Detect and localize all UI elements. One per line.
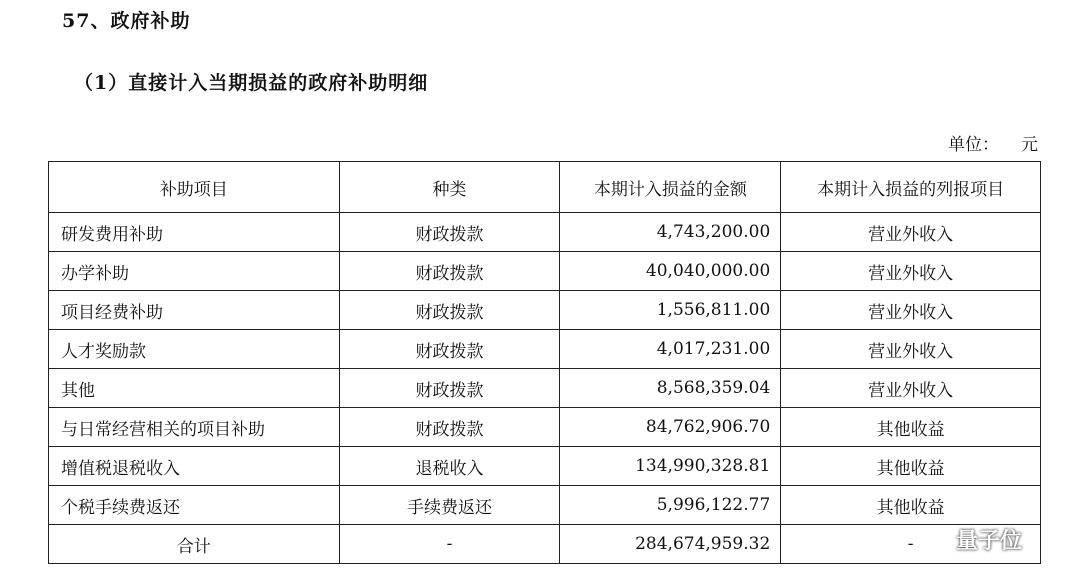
cell-amount: 5,996,122.77 — [560, 486, 781, 525]
total-cell-type: - — [339, 525, 560, 564]
section-title: 57、政府补助 — [62, 10, 191, 32]
header-project: 补助项目 — [49, 162, 340, 213]
cell-type: 财政拨款 — [339, 330, 560, 369]
header-amount: 本期计入损益的金额 — [560, 162, 781, 213]
cell-project: 办学补助 — [49, 252, 340, 291]
cell-type: 财政拨款 — [339, 408, 560, 447]
cell-report-item: 营业外收入 — [781, 291, 1041, 330]
table-header-row — [49, 162, 1041, 213]
table-row — [49, 330, 1041, 369]
table-row — [49, 486, 1041, 525]
cell-report-item: 营业外收入 — [781, 252, 1041, 291]
cell-amount: 84,762,906.70 — [560, 408, 781, 447]
header-type: 种类 — [339, 162, 560, 213]
watermark-text: 量子位 — [956, 529, 1023, 554]
cell-project: 个税手续费返还 — [49, 486, 340, 525]
cell-project: 人才奖励款 — [49, 330, 340, 369]
unit-value: 元 — [1021, 135, 1038, 155]
table-row — [49, 252, 1041, 291]
cell-project: 研发费用补助 — [49, 213, 340, 252]
total-cell-report-item: - — [781, 525, 1041, 564]
cell-amount: 134,990,328.81 — [560, 447, 781, 486]
wechat-icon — [918, 526, 952, 554]
cell-amount: 4,743,200.00 — [560, 213, 781, 252]
table-total-row — [49, 525, 1041, 564]
cell-type: 财政拨款 — [339, 252, 560, 291]
table-row — [49, 291, 1041, 330]
cell-type: 财政拨款 — [339, 369, 560, 408]
cell-type: 财政拨款 — [339, 291, 560, 330]
header-report-item: 本期计入损益的列报项目 — [781, 162, 1041, 213]
cell-project: 增值税退税收入 — [49, 447, 340, 486]
total-cell-amount: 284,674,959.32 — [560, 525, 781, 564]
cell-type: 退税收入 — [339, 447, 560, 486]
watermark — [918, 524, 1022, 555]
cell-amount: 40,040,000.00 — [560, 252, 781, 291]
cell-amount: 8,568,359.04 — [560, 369, 781, 408]
subsidy-table — [48, 161, 1041, 564]
cell-amount: 4,017,231.00 — [560, 330, 781, 369]
cell-project: 与日常经营相关的项目补助 — [49, 408, 340, 447]
unit-label — [948, 130, 1038, 155]
cell-type: 手续费返还 — [339, 486, 560, 525]
table-row — [49, 213, 1041, 252]
cell-report-item: 营业外收入 — [781, 330, 1041, 369]
subsection-title: （1）直接计入当期损益的政府补助明细 — [74, 72, 429, 94]
table-row — [49, 369, 1041, 408]
cell-report-item: 其他收益 — [781, 447, 1041, 486]
total-cell-project: 合计 — [49, 525, 340, 564]
unit-label-text: 单位： — [948, 135, 999, 155]
cell-project: 项目经费补助 — [49, 291, 340, 330]
table-row — [49, 447, 1041, 486]
cell-project: 其他 — [49, 369, 340, 408]
cell-amount: 1,556,811.00 — [560, 291, 781, 330]
cell-report-item: 营业外收入 — [781, 213, 1041, 252]
cell-report-item: 其他收益 — [781, 408, 1041, 447]
cell-report-item: 营业外收入 — [781, 369, 1041, 408]
cell-report-item: 其他收益 — [781, 486, 1041, 525]
cell-type: 财政拨款 — [339, 213, 560, 252]
table-row — [49, 408, 1041, 447]
